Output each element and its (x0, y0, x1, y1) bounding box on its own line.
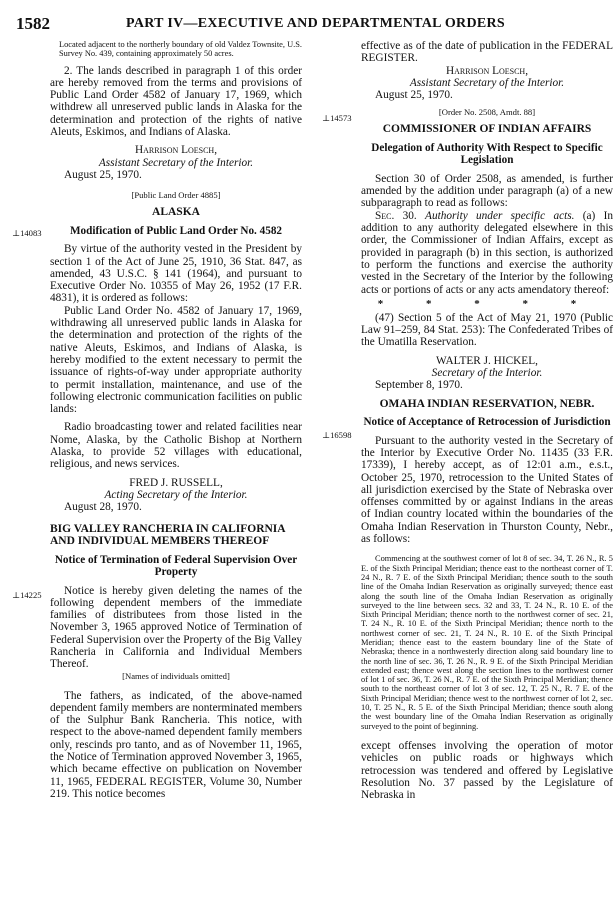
paragraph: Public Land Order No. 4582 of January 17, 1969, withdrawing all unreserved public lands in Alaska for the determination and protection of the rights of the native Aleuts, Eskimos, and Indians of Alaska, is hereby modified to the extent necessary to permit the issuance of rights-of-way under appropriate authority to permit installation, maintenance, and use of the following electronic communication facilities on public lands: (50, 304, 302, 416)
signature-date: August 25, 1970. (375, 89, 453, 102)
paragraph: Pursuant to the authority vested in the Secretary of the Interior by Executive Order No. 11435 (33 F.R. 17339), I hereby accept, as of 12:01 a.m., e.s.t., October 25, 1970, retrocession to the United States of all jurisdiction exercised by the State of Nebraska over offenses committed by or against Indians in the areas of Indian country located within the boundaries of the Omaha Indian Reservation in Thurston County, Nebr., as follows: (361, 434, 613, 546)
section-heading: BIG VALLEY RANCHERIA IN CALIFORNIA AND INDIVIDUAL MEMBERS THEREOF (50, 522, 285, 548)
page-header (16, 14, 598, 36)
section-text (361, 210, 613, 296)
order-number: [Order No. 2508, Amdt. 88] (438, 107, 536, 118)
signatory-title: Assistant Secretary of the Interior. (98, 156, 254, 169)
section-subheading: Notice of Termination of Federal Supervision Over Property (54, 553, 298, 579)
page-number: 1582 (16, 14, 50, 33)
margin-ref: ⊥14225 (12, 590, 42, 600)
section-heading: COMMISSIONER OF INDIAN AFFAIRS (382, 123, 592, 136)
section-body: (a) In addition to any authority delegated elsewhere in this order, the Commissioner of Indian Affairs, except as provided in paragraph (b) in this section, is authorized to perform the functions and exercise the authority vested in the Secretary of the Interior by the following acts or portions of acts or any acts amendatory thereof: (361, 209, 614, 296)
signatory-name: Harrison Loesch, (134, 144, 218, 157)
signature-date: September 8, 1970. (375, 379, 463, 392)
omission-note: [Names of individuals omitted] (122, 670, 230, 681)
section-subheading: Modification of Public Land Order No. 4582 (69, 224, 283, 237)
section-label: Sec. 30. (375, 209, 417, 222)
paragraph: The fathers, as indicated, of the above-named dependent family members are nonterminated members of the Sulphur Bank Rancheria. This notice, with respect to the above-named dependent family members only, rescinds pro tanto, and as of November 11, 1965, the Notice of Termination approved November 3, 1965, which became effective on publication on November 11, 1965, FEDERAL REGISTER, Volume 30, Number 219. This notice becomes (50, 689, 302, 800)
left-column (50, 40, 302, 800)
signatory-title: Assistant Secretary of the Interior. (409, 76, 565, 89)
section-subheading: Delegation of Authority With Respect to Specific Legislation (371, 142, 603, 167)
margin-ref: ⊥14573 (322, 113, 352, 123)
section-subheading: Notice of Acceptance of Retrocession of Jurisdiction (363, 416, 611, 429)
boundary-description: Commencing at the southwest corner of lot 8 of sec. 34, T. 26 N., R. 5 E. of the Sixth Principal Meridian; thence east to the northeast corner of T. 24 N., R. 7 E. of the Sixth Principal Meridian; thence south to the south line of the Omaha Indian Reservation as originally surveyed; thence east along the south line of the Omaha Indian Reservation as originally surveyed to the line between secs. 32 and 33, T. 24 N., R. 10 E. of the Sixth Principal Meridian; thence north to the northwest corner of sec. 21, T. 24 N., R. 10 E. of the Sixth Principal Meridian; thence north to the northwest corner of sec. 21, T. 24 N., R. 10 E. of the Sixth Principal Meridian; thence east to the eastern boundary line of the State of Nebraska; thence in a northwesterly direction along said boundary line to the north line of sec. 36, T. 26 N., R. 9 E. of the Sixth Principal Meridian extended east; thence west along the section lines to the northwest corner of lot 1 of sec. 36, T. 26 N., R. 7 E. of the Sixth Principal Meridian; thence south to the northeast corner of lot 3 of sec. 12, T. 25 N., R. 7 E. of the Sixth Principal Meridian; thence west to the northwest corner of lot 2, sec. 10, T. 25 N., R. 5 E. of the Sixth Principal Meridian; thence south along the west boundary line of the Omaha Indian Reservation as originally surveyed to the point of beginning. (361, 554, 613, 731)
land-description: Located adjacent to the northerly boundary of old Valdez Townsite, U.S. Survey No. 439, containing approximately 50 acres. (59, 40, 302, 59)
paragraph: except offenses involving the operation of motor vehicles on public roads or highways which retrocession was tendered and offered by Legislative Resolution No. 37 passed by the Legislature of Nebraska in (361, 739, 613, 802)
paragraph: (47) Section 5 of the Act of May 21, 1970 (Public Law 91–259, 84 Stat. 253): The Confederated Tribes of the Umatilla Reservation. (361, 311, 613, 349)
paragraph: Notice is hereby given deleting the names of the following dependent members of the immediate families of distributees from those listed in the November 3, 1965 approved Notice of Termination of Federal Supervision over the Property of the Big Valley Rancheria in California and Individual Members Thereof. (50, 584, 302, 671)
paragraph: Section 30 of Order 2508, as amended, is further amended by the addition under paragraph (a) of a new subparagraph to read as follows: (361, 172, 613, 210)
paragraph: effective as of the date of publication in the FEDERAL REGISTER. (361, 40, 613, 65)
right-column (361, 40, 613, 801)
ellipsis-stars: * * * * * (377, 297, 597, 310)
paragraph: 2. The lands described in paragraph 1 of this order are hereby removed from the terms and provisions of Public Land Order 4582 of January 17, 1969, which withdrew all unreserved public lands in Alaska for the determination and protection of the rights of native Aleuts, Eskimos, and Indians of Alaska. (50, 64, 302, 139)
signatory-name: Harrison Loesch, (445, 64, 529, 77)
section-title: Authority under specific acts. (425, 209, 575, 222)
running-title: PART IV—EXECUTIVE AND DEPARTMENTAL ORDERS (126, 16, 505, 31)
paragraph: By virtue of the authority vested in the President by section 1 of the Act of June 25, 1910, 36 Stat. 847, as amended, 43 U.S.C. § 141 (1964), and pursuant to Executive Order No. 10355 of May 26, 1952 (17 F.R. 4831), it is ordered as follows: (50, 243, 302, 305)
margin-ref: ⊥14083 (12, 228, 42, 238)
order-number: [Public Land Order 4885] (131, 190, 221, 201)
section-heading: OMAHA INDIAN RESERVATION, NEBR. (379, 397, 595, 410)
signature-date: August 25, 1970. (64, 168, 142, 181)
signatory-name: WALTER J. HICKEL, (436, 354, 538, 367)
section-heading: ALASKA (152, 206, 200, 219)
signature-date: August 28, 1970. (64, 501, 142, 514)
signatory-title: Acting Secretary of the Interior. (104, 488, 248, 501)
paragraph: Radio broadcasting tower and related facilities near Nome, Alaska, by the Catholic Bishop at Northern Alaska, to provide 52 villages with educational, religious, and news services. (50, 421, 302, 471)
signatory-name: FRED J. RUSSELL, (129, 476, 223, 489)
signatory-title: Secretary of the Interior. (431, 367, 543, 380)
margin-ref: ⊥16598 (322, 430, 352, 440)
